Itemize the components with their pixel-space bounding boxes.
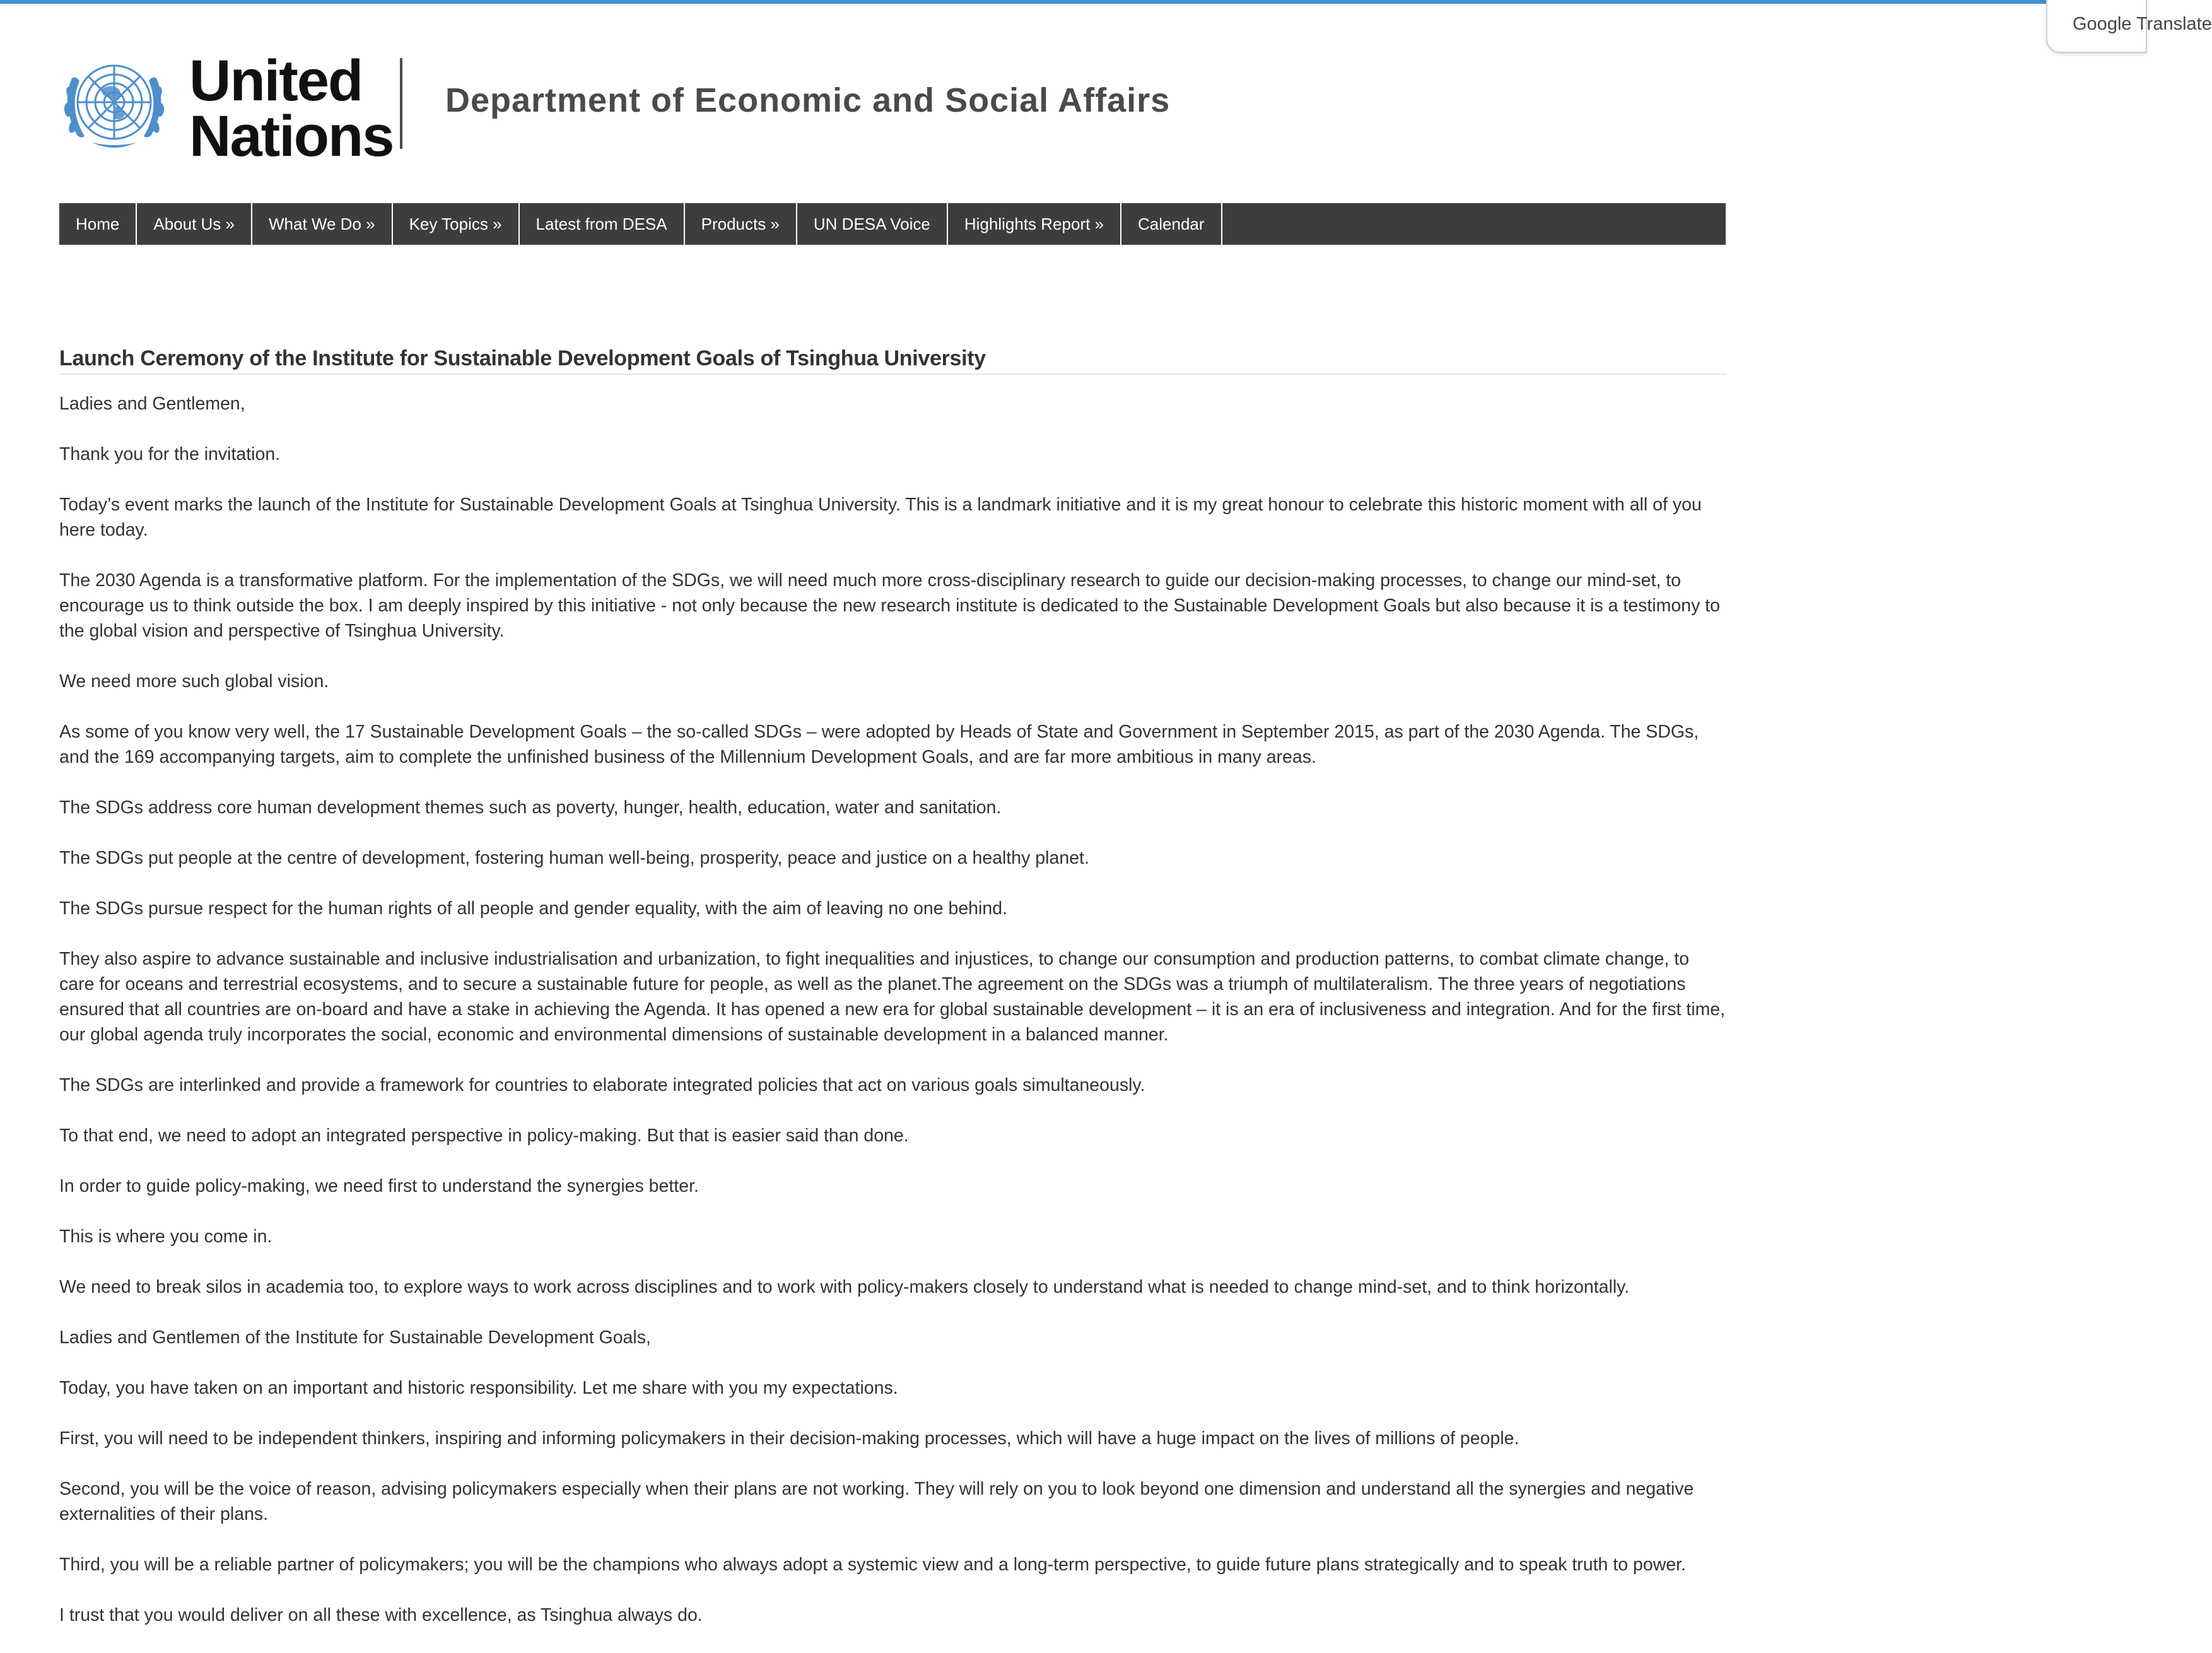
article-paragraph: Thank you for the invitation. [59,444,281,464]
article-paragraph: The SDGs are interlinked and provide a framework for countries to elaborate integrated policies that act on various goals simultaneously. [59,1075,1145,1095]
article-paragraph: Second, you will be the voice of reason, advising policymakers especially when their plans are not working. They will rely on you to look beyond one dimension and understand all the synergies and negative externalities of their plans. [59,1479,1694,1524]
article-paragraph: Today’s event marks the launch of the Institute for Sustainable Development Goals at Tsinghua University. This is a landmark initiative and it is my great honour to celebrate this historic moment with all of you here today. [59,495,1702,540]
article-paragraph: They also aspire to advance sustainable and inclusive industrialisation and urbanization, to fight inequalities and injustices, to change our consumption and production patterns, to combat climate change, to care for oceans and terrestrial ecosystems, and to secure a sustainable future for people, as well as the planet.The agreement on the SDGs was a triumph of multilateralism. The three years of negotiations ensured that all countries are on-board and have a stake in achieving the Agenda. It has opened a new era for global sustainable development – it is an era of inclusiveness and integration. And for the first time, our global agenda truly incorporates the social, economic and environmental dimensions of sustainable development in a balanced manner. [59,949,1726,1045]
nav-products[interactable]: Products » [685,203,797,245]
header-divider [400,58,402,149]
article-paragraph: We need more such global vision. [59,671,329,691]
article-body [59,391,1726,1653]
article-paragraph: The SDGs put people at the centre of development, fostering human well-being, prosperity, peace and justice on a healthy planet. [59,848,1089,868]
main-nav [59,203,1726,245]
nav-calendar[interactable]: Calendar [1121,203,1222,245]
department-title[interactable]: Department of Economic and Social Affairs [445,81,1171,119]
article-paragraph: Third, you will be a reliable partner of policymakers; you will be the champions who always adopt a systemic view and a long-term perspective, to guide future plans strategically and to speak truth to power. [59,1555,1686,1575]
article-paragraph: Ladies and Gentlemen, [59,394,245,414]
nav-un-desa-voice[interactable]: UN DESA Voice [797,203,948,245]
un-wordmark-line1: United [189,49,363,113]
nav-key-topics[interactable]: Key Topics » [393,203,520,245]
google-translate-label: Google Translate [2073,14,2212,34]
article-paragraph: The SDGs pursue respect for the human rights of all people and gender equality, with the aim of leaving no one behind. [59,898,1007,919]
article-paragraph: I trust that you would deliver on all these with excellence, as Tsinghua always do. [59,1605,703,1625]
nav-latest-from-desa[interactable]: Latest from DESA [520,203,685,245]
nav-highlights-report[interactable]: Highlights Report » [948,203,1121,245]
article-title: Launch Ceremony of the Institute for Sustainable Development Goals of Tsinghua University [59,346,986,370]
nav-home[interactable]: Home [59,203,137,245]
article-paragraph: This is where you come in. [59,1227,272,1247]
article-paragraph: Today, you have taken on an important and historic responsibility. Let me share with you my expectations. [59,1378,898,1398]
article-paragraph: We need to break silos in academia too, to explore ways to work across disciplines and to work with policy-makers closely to understand what is needed to change mind-set, and to think horizontally. [59,1277,1630,1297]
un-wordmark[interactable] [189,49,394,168]
article-paragraph: To that end, we need to adopt an integrated perspective in policy-making. But that is easier said than done. [59,1126,909,1146]
article-paragraph: As some of you know very well, the 17 Sustainable Development Goals – the so-called SDGs – were adopted by Heads of State and Government in September 2015, as part of the 2030 Agenda. The SDGs, and the 169 accompanying targets, aim to complete the unfinished business of the Millennium Development Goals, and are far more ambitious in many areas. [59,722,1699,767]
article-paragraph: The SDGs address core human development themes such as poverty, hunger, health, education, water and sanitation. [59,797,1002,818]
article-paragraph: In order to guide policy-making, we need first to understand the synergies better. [59,1176,699,1196]
article-paragraph: Ladies and Gentlemen of the Institute for Sustainable Development Goals, [59,1327,651,1348]
un-wordmark-line2: Nations [189,104,394,168]
nav-what-we-do[interactable]: What We Do » [252,203,393,245]
un-emblem-icon[interactable] [54,53,174,154]
top-accent-bar [0,0,2128,4]
article-paragraph: First, you will need to be independent thinkers, inspiring and informing policymakers in their decision-making processes, which will have a huge impact on the lives of millions of people. [59,1428,1519,1449]
site-header [54,49,1171,168]
nav-about-us[interactable]: About Us » [137,203,252,245]
article-paragraph: The 2030 Agenda is a transformative platform. For the implementation of the SDGs, we will need much more cross-disciplinary research to guide our decision-making processes, to change our mind-set, to encourage us to think outside the box. I am deeply inspired by this initiative - not only because the new research institute is dedicated to the Sustainable Development Goals but also because it is a testimony to the global vision and perspective of Tsinghua University. [59,570,1721,641]
google-translate-tab[interactable] [2046,0,2212,53]
title-divider [59,374,1726,375]
